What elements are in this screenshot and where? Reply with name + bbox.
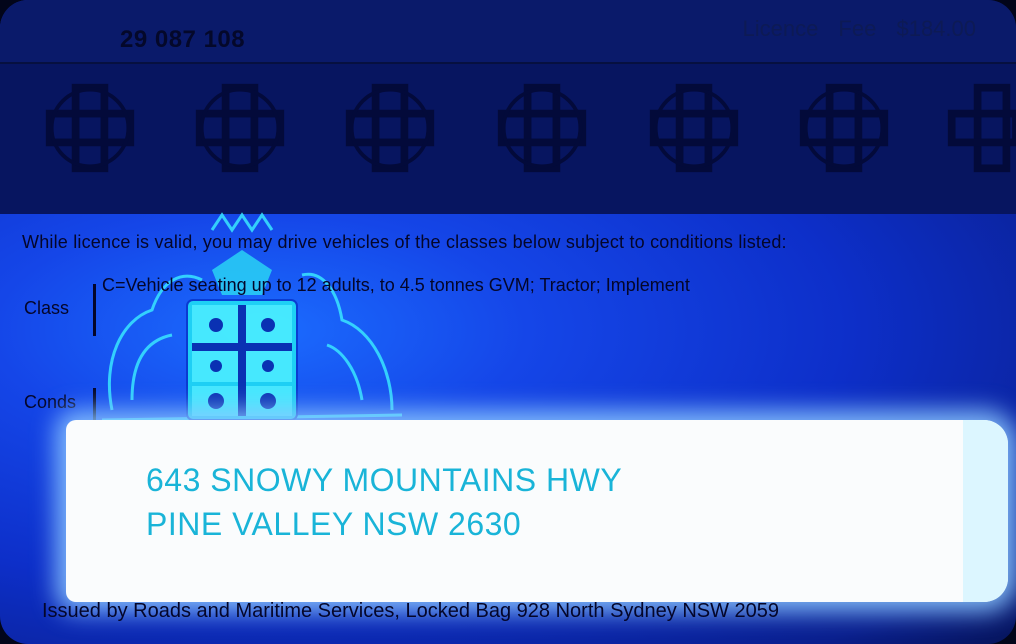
card-number: 29 087 108 <box>120 26 246 53</box>
security-crest-icon <box>944 78 1016 178</box>
conds-label: Conds <box>24 392 77 412</box>
address-line-2: PINE VALLEY NSW 2630 <box>146 506 522 542</box>
conditions-intro-text: While licence is valid, you may drive vehicles of the classes below subject to conditions listed: <box>22 232 787 252</box>
address-sticker-edge <box>963 420 1008 602</box>
class-bracket <box>93 284 100 336</box>
licence-fee-value: $184.00 <box>896 16 976 41</box>
class-description: C=Vehicle seating up to 12 adults, to 4.5 tonnes GVM; Tractor; Implement <box>102 275 690 295</box>
address-line-1: 643 SNOWY MOUNTAINS HWY <box>146 462 623 498</box>
security-crest-icon <box>192 78 288 178</box>
security-crest-icon <box>646 78 742 178</box>
class-label: Class <box>24 298 70 318</box>
security-crest-icon <box>342 78 438 178</box>
licence-fee-label: Licence Fee <box>742 16 877 41</box>
security-crest-icon <box>42 78 138 178</box>
licence-fee <box>742 16 976 42</box>
card-header-bar <box>0 0 1016 65</box>
issuer-text: Issued by Roads and Maritime Services, Locked Bag 928 North Sydney NSW 2059 <box>42 600 780 622</box>
security-crest-icon <box>494 78 590 178</box>
security-crest-icon <box>796 78 892 178</box>
